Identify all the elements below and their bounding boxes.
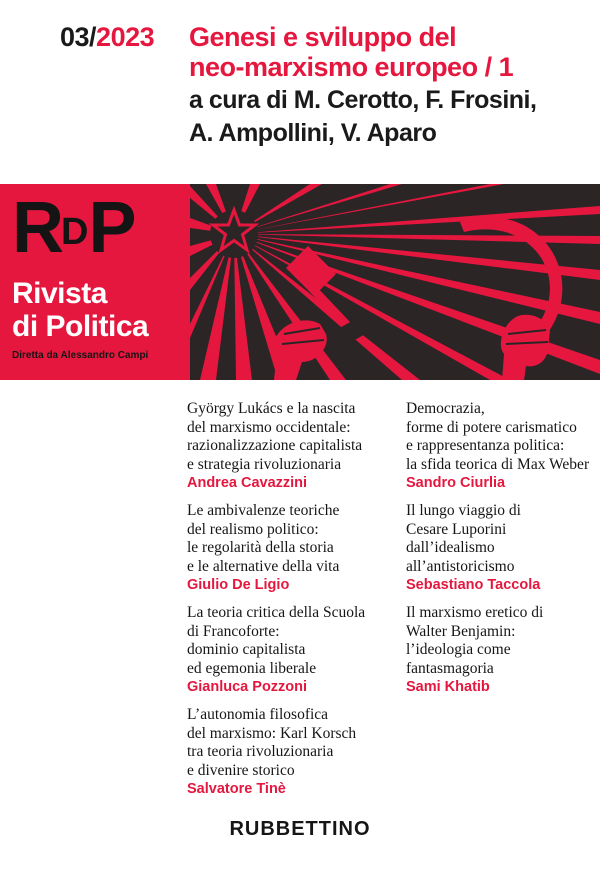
article-author: Sebastiano Taccola — [406, 577, 541, 593]
article-entry — [406, 604, 596, 697]
article-author: Andrea Cavazzini — [187, 475, 308, 491]
article-title-line: tra teoria rivoluzionaria — [187, 743, 334, 760]
issue-number-label: 03/ — [60, 22, 97, 52]
article-title — [187, 604, 392, 678]
article-title — [187, 400, 392, 474]
journal-logo — [12, 188, 134, 268]
article-author: Sami Khatib — [406, 679, 490, 695]
article-title-line: del marxismo: Karl Korsch — [187, 724, 357, 742]
article-entry — [187, 502, 392, 595]
publisher-logo: RUBBETTINO — [229, 818, 371, 840]
article-title-line: fantasmagoria — [406, 659, 494, 677]
article-entry — [187, 400, 392, 493]
article-title-line: ed egemonia liberale — [187, 659, 317, 677]
article-title — [187, 706, 392, 780]
logo-letter: P — [88, 188, 134, 268]
editors-line: A. Ampollini, V. Aparo — [189, 119, 437, 147]
issue-year: 2023 — [96, 22, 155, 52]
article-title-line: Il lungo viaggio di — [406, 502, 521, 519]
article-title-line: dall’idealismo — [406, 539, 495, 556]
issue-theme — [189, 22, 589, 82]
article-title-line: la sfida teorica di Max Weber — [406, 455, 590, 473]
contents-column-right — [406, 400, 596, 706]
article-title-line: di Francoforte: — [187, 622, 280, 640]
article-title-line: Walter Benjamin: — [406, 622, 516, 640]
article-title-line: del marxismo occidentale: — [187, 418, 351, 436]
theme-line: Genesi e sviluppo del — [189, 22, 457, 52]
article-title-line: razionalizzazione capitalista — [187, 437, 363, 454]
article-title-line: e le alternative della vita — [187, 557, 340, 575]
article-author: Salvatore Tinè — [187, 781, 286, 797]
article-title-line: e strategia rivoluzionaria — [187, 455, 342, 473]
article-title-line: Il marxismo eretico di — [406, 604, 544, 621]
article-title — [406, 400, 596, 474]
article-title-line: e divenire storico — [187, 761, 295, 779]
theme-line: neo-marxismo europeo / 1 — [189, 52, 514, 82]
article-entry — [187, 706, 392, 799]
article-author: Sandro Ciurlia — [406, 475, 506, 491]
article-title-line: all’antistoricismo — [406, 557, 515, 575]
journal-title — [12, 277, 148, 343]
issue-editors — [189, 84, 589, 150]
article-title-line: l’ideologia come — [406, 641, 511, 658]
propaganda-illustration — [190, 184, 600, 380]
journal-director: Diretta da Alessandro Campi — [12, 350, 149, 361]
logo-letter: R — [12, 188, 61, 268]
article-title — [406, 604, 596, 678]
journal-title-line: Rivista — [12, 277, 107, 310]
article-title-line: L’autonomia filosofica — [187, 706, 329, 723]
article-title-line: Le ambivalenze teoriche — [187, 502, 340, 519]
article-title-line: György Lukács e la nascita — [187, 400, 356, 417]
article-title-line: Democrazia, — [406, 400, 485, 417]
logo-superscript: D — [61, 211, 89, 253]
article-author: Gianluca Pozzoni — [187, 679, 308, 695]
article-author: Giulio De Ligio — [187, 577, 290, 593]
article-title-line: La teoria critica della Scuola — [187, 604, 366, 621]
article-entry — [406, 400, 596, 493]
article-title-line: forme di potere carismatico — [406, 418, 577, 436]
article-title-line: dominio capitalista — [187, 641, 306, 658]
contents-column-left — [187, 400, 392, 808]
article-title — [187, 502, 392, 576]
article-title-line: del realismo politico: — [187, 520, 319, 538]
issue-number — [60, 22, 154, 52]
article-title — [406, 502, 596, 576]
article-title-line: Cesare Luporini — [406, 520, 507, 538]
article-title-line: e rappresentanza politica: — [406, 437, 565, 454]
article-entry — [406, 502, 596, 595]
journal-title-line: di Politica — [12, 310, 149, 343]
article-title-line: le regolarità della storia — [187, 539, 334, 556]
editors-line: a cura di M. Cerotto, F. Frosini, — [189, 86, 537, 114]
article-entry — [187, 604, 392, 697]
